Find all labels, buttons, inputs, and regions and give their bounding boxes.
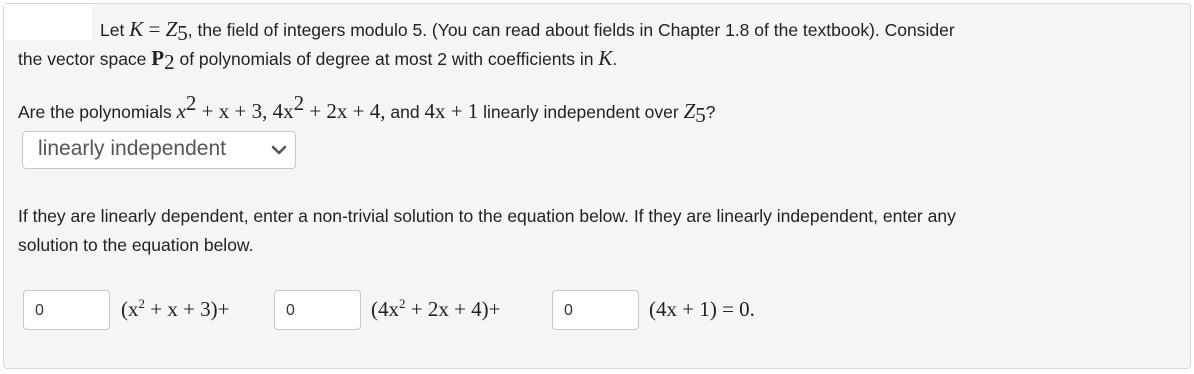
question-text: Are the polynomials $x^2 + x + 3$, $4x^2 + 2x + 4$, and 4x + 1 linearly independent over $Z_5$? — [18, 91, 716, 127]
instruction-line-2: solution to the equation below. — [18, 235, 254, 255]
chevron-down-icon — [271, 143, 287, 157]
question-panel — [3, 3, 1191, 369]
term-2: $(4x^2 + 2x + 4)+$ — [371, 296, 501, 321]
intro-line-2: the vector space $P_2$ of polynomials of degree at most 2 with coefficients in K. — [18, 46, 618, 74]
independence-select[interactable] — [22, 131, 296, 169]
independence-select-value: linearly independent — [38, 137, 226, 160]
instruction-line-1: If they are linearly dependent, enter a non-trivial solution to the equation below. If they are linearly independent, enter any — [18, 206, 956, 226]
term-1: $(x^2 + x + 3)+$ — [121, 296, 230, 321]
coefficient-1-input[interactable]: 0 — [23, 290, 110, 330]
redacted-corner — [4, 4, 92, 40]
coefficient-3-input[interactable]: 0 — [552, 290, 639, 330]
coefficient-2-input[interactable]: 0 — [274, 290, 361, 330]
term-3: (4x + 1) = 0. — [649, 297, 755, 321]
intro-line-1: Let $K = Z_5$, the field of integers modulo 5. (You can read about fields in Chapter 1.8 of the textbook). Consider — [100, 17, 955, 45]
